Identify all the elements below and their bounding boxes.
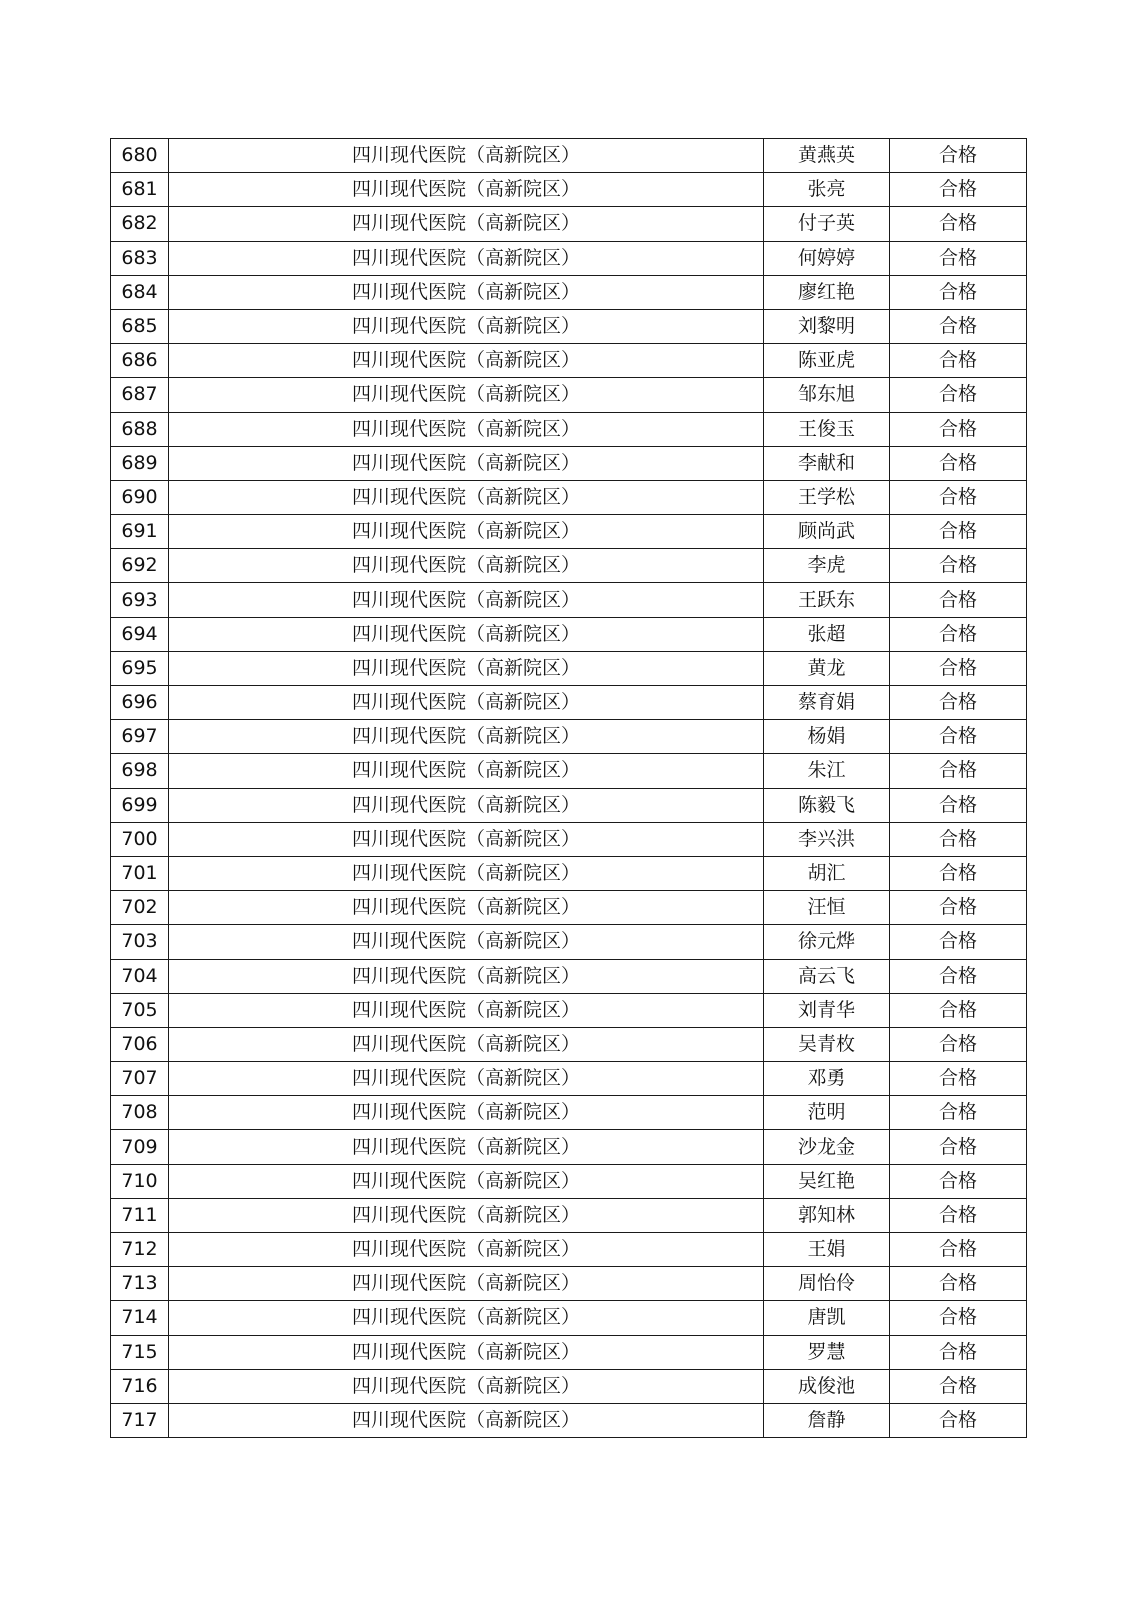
person-name-cell: 顾尚武 <box>764 515 890 549</box>
row-number-cell: 682 <box>111 207 169 241</box>
row-number-cell: 685 <box>111 309 169 343</box>
row-number-cell: 684 <box>111 275 169 309</box>
table-row <box>111 651 1027 685</box>
table-row <box>111 139 1027 173</box>
result-cell: 合格 <box>890 549 1027 583</box>
row-number-cell: 702 <box>111 891 169 925</box>
person-name-cell: 何婷婷 <box>764 241 890 275</box>
result-cell: 合格 <box>890 788 1027 822</box>
institution-cell: 四川现代医院（高新院区） <box>169 1198 764 1232</box>
row-number-cell: 683 <box>111 241 169 275</box>
result-cell: 合格 <box>890 856 1027 890</box>
table-row <box>111 1062 1027 1096</box>
person-name-cell: 李献和 <box>764 446 890 480</box>
institution-cell: 四川现代医院（高新院区） <box>169 344 764 378</box>
row-number-cell: 707 <box>111 1062 169 1096</box>
table-row <box>111 993 1027 1027</box>
table-row <box>111 686 1027 720</box>
table-row <box>111 1335 1027 1369</box>
row-number-cell: 705 <box>111 993 169 1027</box>
table-row <box>111 446 1027 480</box>
person-name-cell: 詹静 <box>764 1403 890 1437</box>
institution-cell: 四川现代医院（高新院区） <box>169 173 764 207</box>
person-name-cell: 唐凯 <box>764 1301 890 1335</box>
row-number-cell: 708 <box>111 1096 169 1130</box>
table-row <box>111 1403 1027 1437</box>
person-name-cell: 范明 <box>764 1096 890 1130</box>
result-cell: 合格 <box>890 1096 1027 1130</box>
row-number-cell: 686 <box>111 344 169 378</box>
institution-cell: 四川现代医院（高新院区） <box>169 686 764 720</box>
row-number-cell: 701 <box>111 856 169 890</box>
row-number-cell: 687 <box>111 378 169 412</box>
result-cell: 合格 <box>890 412 1027 446</box>
table-row <box>111 549 1027 583</box>
table-row <box>111 1267 1027 1301</box>
institution-cell: 四川现代医院（高新院区） <box>169 241 764 275</box>
result-cell: 合格 <box>890 720 1027 754</box>
person-name-cell: 邓勇 <box>764 1062 890 1096</box>
institution-cell: 四川现代医院（高新院区） <box>169 925 764 959</box>
table-row <box>111 344 1027 378</box>
result-cell: 合格 <box>890 822 1027 856</box>
person-name-cell: 沙龙金 <box>764 1130 890 1164</box>
person-name-cell: 陈毅飞 <box>764 788 890 822</box>
institution-cell: 四川现代医院（高新院区） <box>169 583 764 617</box>
result-cell: 合格 <box>890 1403 1027 1437</box>
row-number-cell: 688 <box>111 412 169 446</box>
person-name-cell: 张亮 <box>764 173 890 207</box>
institution-cell: 四川现代医院（高新院区） <box>169 959 764 993</box>
person-name-cell: 廖红艳 <box>764 275 890 309</box>
table-row <box>111 173 1027 207</box>
result-cell: 合格 <box>890 480 1027 514</box>
institution-cell: 四川现代医院（高新院区） <box>169 754 764 788</box>
table-row <box>111 1369 1027 1403</box>
institution-cell: 四川现代医院（高新院区） <box>169 1267 764 1301</box>
institution-cell: 四川现代医院（高新院区） <box>169 446 764 480</box>
institution-cell: 四川现代医院（高新院区） <box>169 1233 764 1267</box>
result-cell: 合格 <box>890 344 1027 378</box>
result-cell: 合格 <box>890 241 1027 275</box>
table-row <box>111 891 1027 925</box>
institution-cell: 四川现代医院（高新院区） <box>169 549 764 583</box>
row-number-cell: 693 <box>111 583 169 617</box>
table-row <box>111 515 1027 549</box>
table-row <box>111 1301 1027 1335</box>
person-name-cell: 成俊池 <box>764 1369 890 1403</box>
table-row <box>111 241 1027 275</box>
row-number-cell: 700 <box>111 822 169 856</box>
result-cell: 合格 <box>890 515 1027 549</box>
institution-cell: 四川现代医院（高新院区） <box>169 207 764 241</box>
row-number-cell: 691 <box>111 515 169 549</box>
table-row <box>111 788 1027 822</box>
row-number-cell: 698 <box>111 754 169 788</box>
row-number-cell: 711 <box>111 1198 169 1232</box>
row-number-cell: 706 <box>111 1027 169 1061</box>
result-cell: 合格 <box>890 959 1027 993</box>
person-name-cell: 黄龙 <box>764 651 890 685</box>
result-cell: 合格 <box>890 1233 1027 1267</box>
result-cell: 合格 <box>890 891 1027 925</box>
table-row <box>111 207 1027 241</box>
result-cell: 合格 <box>890 275 1027 309</box>
table-row <box>111 959 1027 993</box>
result-cell: 合格 <box>890 1301 1027 1335</box>
person-name-cell: 高云飞 <box>764 959 890 993</box>
table-row <box>111 1233 1027 1267</box>
person-name-cell: 郭知林 <box>764 1198 890 1232</box>
institution-cell: 四川现代医院（高新院区） <box>169 1164 764 1198</box>
institution-cell: 四川现代医院（高新院区） <box>169 139 764 173</box>
result-cell: 合格 <box>890 651 1027 685</box>
table-row <box>111 309 1027 343</box>
institution-cell: 四川现代医院（高新院区） <box>169 720 764 754</box>
row-number-cell: 689 <box>111 446 169 480</box>
row-number-cell: 680 <box>111 139 169 173</box>
institution-cell: 四川现代医院（高新院区） <box>169 891 764 925</box>
institution-cell: 四川现代医院（高新院区） <box>169 1403 764 1437</box>
row-number-cell: 715 <box>111 1335 169 1369</box>
person-name-cell: 李虎 <box>764 549 890 583</box>
person-name-cell: 吴红艳 <box>764 1164 890 1198</box>
roster-table <box>110 138 1027 1438</box>
institution-cell: 四川现代医院（高新院区） <box>169 275 764 309</box>
institution-cell: 四川现代医院（高新院区） <box>169 480 764 514</box>
result-cell: 合格 <box>890 446 1027 480</box>
institution-cell: 四川现代医院（高新院区） <box>169 412 764 446</box>
result-cell: 合格 <box>890 173 1027 207</box>
institution-cell: 四川现代医院（高新院区） <box>169 378 764 412</box>
row-number-cell: 714 <box>111 1301 169 1335</box>
institution-cell: 四川现代医院（高新院区） <box>169 856 764 890</box>
result-cell: 合格 <box>890 686 1027 720</box>
table-row <box>111 1096 1027 1130</box>
person-name-cell: 蔡育娟 <box>764 686 890 720</box>
person-name-cell: 王娟 <box>764 1233 890 1267</box>
person-name-cell: 汪恒 <box>764 891 890 925</box>
institution-cell: 四川现代医院（高新院区） <box>169 993 764 1027</box>
row-number-cell: 694 <box>111 617 169 651</box>
result-cell: 合格 <box>890 1335 1027 1369</box>
result-cell: 合格 <box>890 1027 1027 1061</box>
row-number-cell: 696 <box>111 686 169 720</box>
institution-cell: 四川现代医院（高新院区） <box>169 1335 764 1369</box>
person-name-cell: 徐元烨 <box>764 925 890 959</box>
person-name-cell: 邹东旭 <box>764 378 890 412</box>
person-name-cell: 付子英 <box>764 207 890 241</box>
result-cell: 合格 <box>890 617 1027 651</box>
row-number-cell: 704 <box>111 959 169 993</box>
person-name-cell: 王俊玉 <box>764 412 890 446</box>
row-number-cell: 703 <box>111 925 169 959</box>
row-number-cell: 681 <box>111 173 169 207</box>
row-number-cell: 709 <box>111 1130 169 1164</box>
institution-cell: 四川现代医院（高新院区） <box>169 1062 764 1096</box>
row-number-cell: 716 <box>111 1369 169 1403</box>
table-row <box>111 412 1027 446</box>
table-row <box>111 1130 1027 1164</box>
table-row <box>111 822 1027 856</box>
result-cell: 合格 <box>890 583 1027 617</box>
table-row <box>111 275 1027 309</box>
table-row <box>111 856 1027 890</box>
institution-cell: 四川现代医院（高新院区） <box>169 1301 764 1335</box>
result-cell: 合格 <box>890 925 1027 959</box>
table-row <box>111 1027 1027 1061</box>
row-number-cell: 690 <box>111 480 169 514</box>
table-row <box>111 378 1027 412</box>
institution-cell: 四川现代医院（高新院区） <box>169 788 764 822</box>
person-name-cell: 刘黎明 <box>764 309 890 343</box>
result-cell: 合格 <box>890 1369 1027 1403</box>
institution-cell: 四川现代医院（高新院区） <box>169 1130 764 1164</box>
person-name-cell: 朱江 <box>764 754 890 788</box>
person-name-cell: 张超 <box>764 617 890 651</box>
result-cell: 合格 <box>890 1267 1027 1301</box>
person-name-cell: 王学松 <box>764 480 890 514</box>
row-number-cell: 692 <box>111 549 169 583</box>
row-number-cell: 717 <box>111 1403 169 1437</box>
person-name-cell: 吴青枚 <box>764 1027 890 1061</box>
result-cell: 合格 <box>890 378 1027 412</box>
person-name-cell: 王跃东 <box>764 583 890 617</box>
result-cell: 合格 <box>890 1198 1027 1232</box>
row-number-cell: 695 <box>111 651 169 685</box>
table-row <box>111 583 1027 617</box>
table-row <box>111 925 1027 959</box>
person-name-cell: 杨娟 <box>764 720 890 754</box>
person-name-cell: 刘青华 <box>764 993 890 1027</box>
institution-cell: 四川现代医院（高新院区） <box>169 1096 764 1130</box>
row-number-cell: 697 <box>111 720 169 754</box>
row-number-cell: 699 <box>111 788 169 822</box>
institution-cell: 四川现代医院（高新院区） <box>169 309 764 343</box>
table-row <box>111 1164 1027 1198</box>
institution-cell: 四川现代医院（高新院区） <box>169 822 764 856</box>
person-name-cell: 周怡伶 <box>764 1267 890 1301</box>
table-row <box>111 720 1027 754</box>
roster-table-body <box>111 139 1027 1438</box>
result-cell: 合格 <box>890 1062 1027 1096</box>
person-name-cell: 罗慧 <box>764 1335 890 1369</box>
result-cell: 合格 <box>890 309 1027 343</box>
person-name-cell: 陈亚虎 <box>764 344 890 378</box>
result-cell: 合格 <box>890 754 1027 788</box>
table-row <box>111 480 1027 514</box>
row-number-cell: 710 <box>111 1164 169 1198</box>
result-cell: 合格 <box>890 139 1027 173</box>
table-row <box>111 617 1027 651</box>
institution-cell: 四川现代医院（高新院区） <box>169 1027 764 1061</box>
table-row <box>111 1198 1027 1232</box>
result-cell: 合格 <box>890 1130 1027 1164</box>
result-cell: 合格 <box>890 207 1027 241</box>
row-number-cell: 713 <box>111 1267 169 1301</box>
person-name-cell: 胡汇 <box>764 856 890 890</box>
result-cell: 合格 <box>890 993 1027 1027</box>
result-cell: 合格 <box>890 1164 1027 1198</box>
table-row <box>111 754 1027 788</box>
row-number-cell: 712 <box>111 1233 169 1267</box>
person-name-cell: 黄燕英 <box>764 139 890 173</box>
person-name-cell: 李兴洪 <box>764 822 890 856</box>
institution-cell: 四川现代医院（高新院区） <box>169 1369 764 1403</box>
institution-cell: 四川现代医院（高新院区） <box>169 651 764 685</box>
institution-cell: 四川现代医院（高新院区） <box>169 617 764 651</box>
institution-cell: 四川现代医院（高新院区） <box>169 515 764 549</box>
